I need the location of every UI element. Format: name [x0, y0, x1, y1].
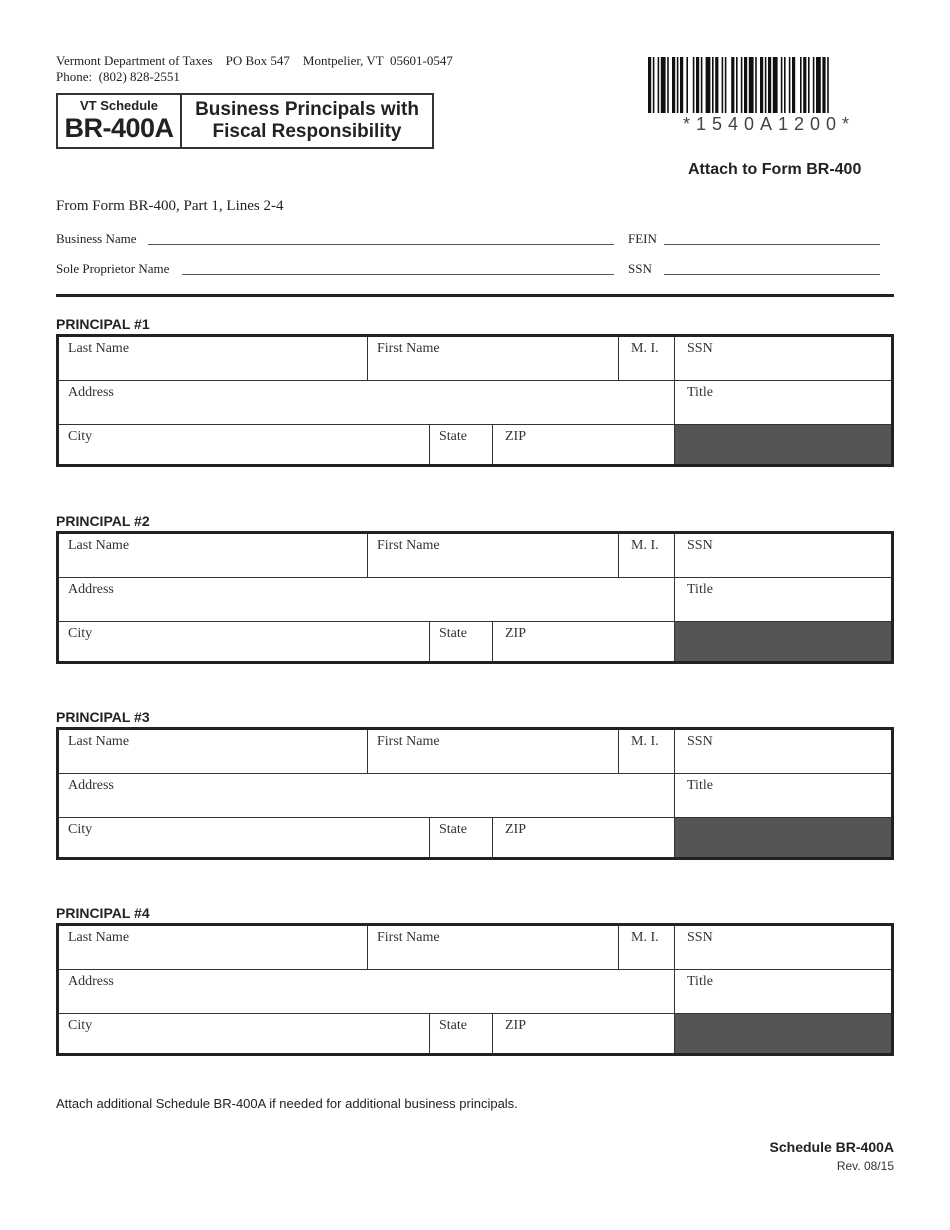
principal-table: [56, 727, 894, 860]
ssn-label: SSN: [687, 930, 713, 945]
address-cell[interactable]: [59, 578, 675, 622]
principal-section-4: [56, 905, 894, 1056]
section-divider: [56, 294, 894, 297]
barcode-bar: [784, 57, 786, 113]
ssn-cell[interactable]: [675, 926, 891, 970]
sole-proprietor-field[interactable]: [182, 274, 614, 275]
principal-title: PRINCIPAL #3: [56, 709, 150, 725]
last-name-label: Last Name: [68, 930, 130, 945]
barcode-bar: [755, 57, 757, 113]
ssn-cell[interactable]: [675, 534, 891, 578]
shaded-cell: [675, 818, 891, 857]
fein-label: FEIN: [628, 231, 657, 246]
title-label: Title: [687, 582, 713, 597]
schedule-title-line1: Business Principals with: [195, 99, 419, 120]
barcode-bar: [722, 57, 724, 113]
business-name-label: Business Name: [56, 231, 137, 246]
barcode-bar: [667, 57, 669, 113]
title-label: Title: [687, 385, 713, 400]
barcode-bar: [696, 57, 699, 113]
title-cell[interactable]: [675, 970, 891, 1014]
barcode-bar: [680, 57, 683, 113]
ssn-label: SSN: [628, 261, 652, 276]
source-reference: From Form BR-400, Part 1, Lines 2-4: [56, 198, 284, 214]
city-cell[interactable]: [59, 1014, 430, 1053]
title-label: Title: [687, 778, 713, 793]
last-name-cell[interactable]: [59, 926, 368, 970]
title-cell[interactable]: [675, 381, 891, 425]
first-name-cell[interactable]: [368, 534, 619, 578]
barcode-bar: [686, 57, 688, 113]
state-cell[interactable]: [430, 1014, 493, 1053]
address-label: Address: [68, 778, 114, 793]
zip-cell[interactable]: [493, 818, 675, 857]
barcode-bar: [658, 57, 660, 113]
city-label: City: [68, 822, 93, 837]
principal-title: PRINCIPAL #1: [56, 316, 150, 332]
barcode-bar: [661, 57, 666, 113]
footer-schedule-label: Schedule BR-400A: [769, 1139, 894, 1155]
barcode-bar: [768, 57, 771, 113]
zip-cell[interactable]: [493, 1014, 675, 1053]
barcode-bar: [744, 57, 747, 113]
last-name-cell[interactable]: [59, 534, 368, 578]
ssn-cell[interactable]: [675, 337, 891, 381]
zip-label: ZIP: [505, 626, 526, 641]
state-cell[interactable]: [430, 425, 493, 464]
barcode-bar: [803, 57, 806, 113]
principal-title: PRINCIPAL #2: [56, 513, 150, 529]
ssn-field[interactable]: [664, 274, 880, 275]
title-cell[interactable]: [675, 774, 891, 818]
title-cell[interactable]: [675, 578, 891, 622]
principal-section-3: [56, 709, 894, 860]
title-label: Title: [687, 974, 713, 989]
state-label: State: [439, 626, 467, 641]
principal-table: [56, 531, 894, 664]
ssn-label: SSN: [687, 341, 713, 356]
middle-initial-cell[interactable]: [619, 337, 675, 381]
principal-section-2: [56, 513, 894, 664]
fein-field[interactable]: [664, 244, 880, 245]
barcode-bar: [741, 57, 743, 113]
city-label: City: [68, 1018, 93, 1033]
shaded-cell: [675, 425, 891, 464]
agency-phone: Phone: (802) 828-2551: [56, 69, 180, 84]
barcode-bar: [693, 57, 695, 113]
sole-proprietor-label: Sole Proprietor Name: [56, 261, 170, 276]
middle-initial-label: M. I.: [631, 341, 659, 356]
last-name-label: Last Name: [68, 341, 130, 356]
city-cell[interactable]: [59, 622, 430, 661]
city-label: City: [68, 429, 93, 444]
ssn-label: SSN: [687, 538, 713, 553]
address-cell[interactable]: [59, 381, 675, 425]
zip-label: ZIP: [505, 1018, 526, 1033]
shaded-cell: [675, 1014, 891, 1053]
schedule-title: [182, 95, 432, 147]
barcode-bar: [653, 57, 655, 113]
barcode-bar: [773, 57, 778, 113]
address-cell[interactable]: [59, 774, 675, 818]
principal-title: PRINCIPAL #4: [56, 905, 150, 921]
footer-revision: Rev. 08/15: [836, 1159, 894, 1173]
ssn-label: SSN: [687, 734, 713, 749]
attach-instruction: Attach to Form BR-400: [688, 161, 862, 178]
zip-label: ZIP: [505, 429, 526, 444]
barcode-bar: [715, 57, 718, 113]
address-label: Address: [68, 385, 114, 400]
middle-initial-cell[interactable]: [619, 534, 675, 578]
city-label: City: [68, 626, 93, 641]
agency-address: Vermont Department of Taxes PO Box 547 Montpelier, VT 05601-0547: [56, 53, 453, 68]
schedule-label: VT Schedule: [79, 98, 159, 113]
first-name-cell[interactable]: [368, 337, 619, 381]
barcode-bar: [765, 57, 767, 113]
first-name-label: First Name: [377, 341, 440, 356]
last-name-label: Last Name: [68, 538, 130, 553]
ssn-cell[interactable]: [675, 730, 891, 774]
barcode-bar: [781, 57, 783, 113]
barcode-bar: [712, 57, 714, 113]
state-label: State: [439, 1018, 467, 1033]
footer-note: Attach additional Schedule BR-400A if needed for additional business principals.: [56, 1096, 518, 1111]
middle-initial-label: M. I.: [631, 734, 659, 749]
last-name-label: Last Name: [68, 734, 130, 749]
state-cell[interactable]: [430, 622, 493, 661]
zip-cell[interactable]: [493, 425, 675, 464]
barcode-bar: [827, 57, 829, 113]
barcode-bar: [731, 57, 734, 113]
barcode-bar: [808, 57, 810, 113]
first-name-cell[interactable]: [368, 926, 619, 970]
barcode-bar: [760, 57, 763, 113]
barcode-bar: [800, 57, 802, 113]
barcode-bar: [813, 57, 815, 113]
principal-table: [56, 923, 894, 1056]
middle-initial-label: M. I.: [631, 538, 659, 553]
address-label: Address: [68, 974, 114, 989]
last-name-cell[interactable]: [59, 337, 368, 381]
schedule-title-line2: Fiscal Responsibility: [212, 121, 402, 142]
middle-initial-label: M. I.: [631, 930, 659, 945]
schedule-title-box: [56, 93, 434, 149]
first-name-label: First Name: [377, 930, 440, 945]
barcode-bar: [822, 57, 825, 113]
barcode-bar: [701, 57, 703, 113]
address-label: Address: [68, 582, 114, 597]
principal-section-1: [56, 316, 894, 467]
first-name-cell[interactable]: [368, 730, 619, 774]
form-code: BR-400A: [64, 113, 174, 143]
barcode-bar: [736, 57, 738, 113]
barcode-text: *1540A1200*: [682, 114, 856, 134]
state-label: State: [439, 429, 467, 444]
middle-initial-cell[interactable]: [619, 730, 675, 774]
middle-initial-cell[interactable]: [619, 926, 675, 970]
shaded-cell: [675, 622, 891, 661]
zip-cell[interactable]: [493, 622, 675, 661]
barcode-bar: [749, 57, 754, 113]
barcode-bar: [706, 57, 711, 113]
state-label: State: [439, 822, 467, 837]
city-cell[interactable]: [59, 818, 430, 857]
first-name-label: First Name: [377, 538, 440, 553]
barcode-bar: [677, 57, 679, 113]
principal-table: [56, 334, 894, 467]
barcode-bar: [648, 57, 651, 113]
address-cell[interactable]: [59, 970, 675, 1014]
barcode-bar: [816, 57, 821, 113]
zip-label: ZIP: [505, 822, 526, 837]
first-name-label: First Name: [377, 734, 440, 749]
barcode: [648, 57, 890, 113]
barcode-bar: [725, 57, 727, 113]
last-name-cell[interactable]: [59, 730, 368, 774]
business-name-field[interactable]: [148, 244, 614, 245]
barcode-bar: [789, 57, 791, 113]
barcode-bar: [792, 57, 795, 113]
city-cell[interactable]: [59, 425, 430, 464]
state-cell[interactable]: [430, 818, 493, 857]
barcode-bar: [672, 57, 675, 113]
